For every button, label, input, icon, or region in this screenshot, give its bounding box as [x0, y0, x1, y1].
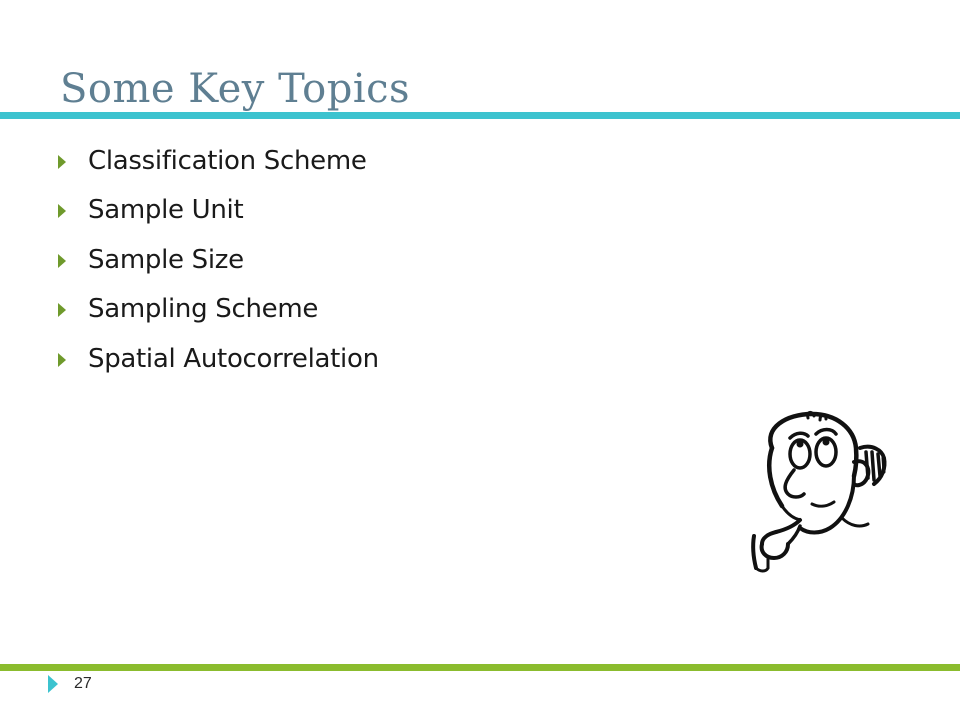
bullet-item — [58, 235, 379, 285]
bullet-text: Sampling Scheme — [88, 294, 319, 325]
footer-rule — [0, 664, 960, 671]
bullet-arrow-icon — [58, 303, 66, 317]
bullet-arrow-icon — [58, 155, 66, 169]
bullet-item — [58, 334, 379, 384]
bullet-text: Sample Unit — [88, 195, 244, 226]
bullet-item — [58, 136, 379, 186]
bullet-item — [58, 285, 379, 335]
thinking-man-icon — [742, 408, 902, 576]
bullet-text: Sample Size — [88, 244, 244, 275]
bullet-arrow-icon — [58, 353, 66, 367]
bullet-arrow-icon — [58, 204, 66, 218]
bullet-item — [58, 186, 379, 236]
slide-title: Some Key Topics — [60, 66, 411, 112]
bullet-list — [58, 136, 379, 384]
footer-arrow-icon — [48, 675, 58, 693]
bullet-arrow-icon — [58, 254, 66, 268]
bullet-text: Spatial Autocorrelation — [88, 343, 379, 374]
page-number: 27 — [74, 675, 92, 692]
bullet-text: Classification Scheme — [88, 145, 367, 176]
title-underline — [0, 112, 960, 119]
